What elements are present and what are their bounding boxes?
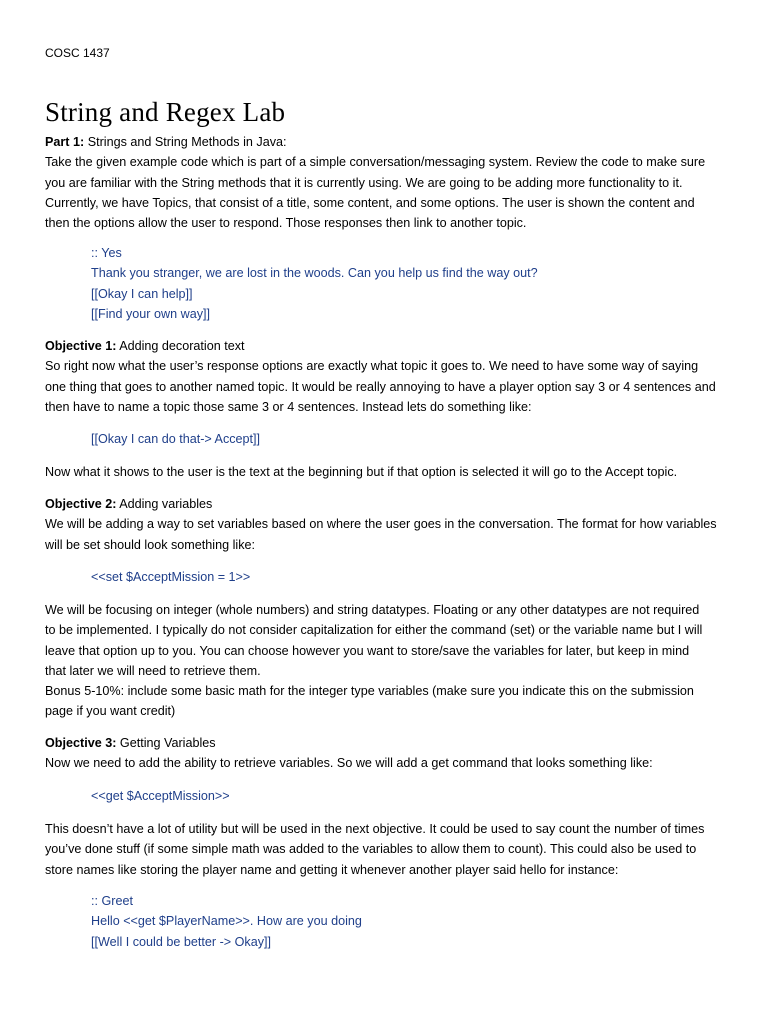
objective1-line: then have to name a topic those same 3 or 4 sentences. Instead lets do something like: xyxy=(45,399,532,414)
objective3-after xyxy=(45,819,735,880)
objective3-code: <<get $AcceptMission>> xyxy=(91,789,230,803)
objective2-line: We will be adding a way to set variables based on where the user goes in the conversation. The format for how variables xyxy=(45,517,717,532)
objective2-line: will be set should look something like: xyxy=(45,537,256,552)
code-line: [[Well I could be better -> Okay]] xyxy=(91,934,272,949)
part1-heading: Part 1: Strings and String Methods in Java: xyxy=(45,135,287,149)
code-line: Thank you stranger, we are lost in the woods. Can you help us find the way out? xyxy=(91,266,538,281)
objective2-after-line: that later we will need to retrieve them. xyxy=(45,663,261,678)
example-topic-yes xyxy=(91,243,538,324)
objective2-after-line: Bonus 5-10%: include some basic math for the integer type variables (make sure you indicate this on the submission xyxy=(45,684,694,699)
code-line: :: Yes xyxy=(91,246,122,260)
objective2-after-line: page if you want credit) xyxy=(45,704,176,719)
objective1-line: one thing that goes to another named topic. It would be really annoying to have a player option say 3 or 4 sentences and xyxy=(45,379,716,394)
objective3-heading: Objective 3: Getting Variables xyxy=(45,736,216,750)
code-line: Hello <<get $PlayerName>>. How are you doing xyxy=(91,914,362,929)
code-line: [[Find your own way]] xyxy=(91,306,210,321)
objective2-after xyxy=(45,600,735,722)
course-code: COSC 1437 xyxy=(45,46,110,60)
objective2-heading: Objective 2: Adding variables xyxy=(45,497,213,511)
example-topic-greet xyxy=(91,891,362,952)
part1-line: Currently, we have Topics, that consist of a title, some content, and some options. The user is shown the content and xyxy=(45,195,695,210)
objective1-line: So right now what the user’s response options are exactly what topic it goes to. We need to have some way of saying xyxy=(45,359,699,374)
part1-line: then the options allow the user to respond. Those responses then link to another topic. xyxy=(45,216,527,231)
objective2-code: <<set $AcceptMission = 1>> xyxy=(91,570,251,584)
objective2-after-line: to be implemented. I typically do not consider capitalization for either the command (set) or the variable name but I will xyxy=(45,623,703,638)
objective1-heading: Objective 1: Adding decoration text xyxy=(45,339,245,353)
part1-section xyxy=(45,132,735,233)
objective2-section xyxy=(45,494,735,555)
objective3-after-line: This doesn’t have a lot of utility but will be used in the next objective. It could be used to say count the number of times xyxy=(45,822,705,836)
objective3-after-line: you’ve done stuff (if some simple math was added to the variables to allow them to count). This could also be used to xyxy=(45,842,697,857)
objective3-after-line: store names like storing the player name and getting it whenever another player said hello for instance: xyxy=(45,862,619,877)
objective1-section xyxy=(45,336,735,417)
objective2-after-line: We will be focusing on integer (whole numbers) and string datatypes. Floating or any other datatypes are not required xyxy=(45,603,700,617)
objective1-after: Now what it shows to the user is the text at the beginning but if that option is selected it will go to the Accept topic. xyxy=(45,465,678,479)
code-line: :: Greet xyxy=(91,894,133,908)
objective2-after-line: leave that option up to you. You can choose however you want to store/save the variables for later, but keep in mind xyxy=(45,643,690,658)
objective3-section xyxy=(45,733,735,774)
part1-line: you are familiar with the String methods that it is currently using. We are going to be adding more functionality to it. xyxy=(45,175,683,190)
objective1-code: [[Okay I can do that-> Accept]] xyxy=(91,432,261,446)
document-title: String and Regex Lab xyxy=(45,97,286,127)
objective3-line: Now we need to add the ability to retrieve variables. So we will add a get command that looks something like: xyxy=(45,756,653,771)
part1-line: Take the given example code which is part of a simple conversation/messaging system. Review the code to make sure xyxy=(45,155,706,170)
code-line: [[Okay I can help]] xyxy=(91,286,193,301)
